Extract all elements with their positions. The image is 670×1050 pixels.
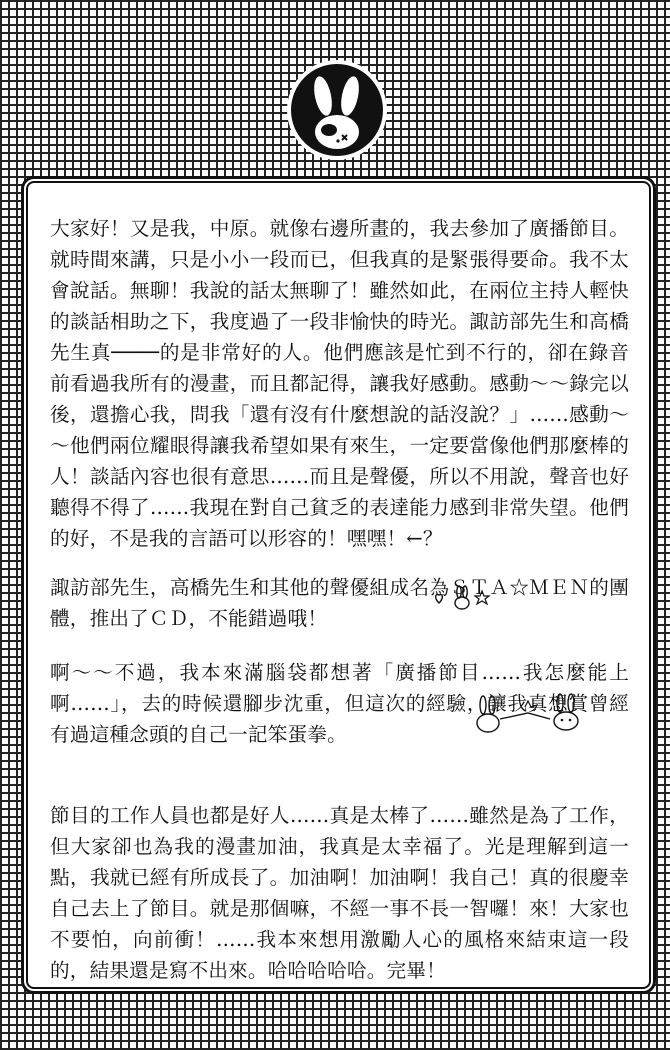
paragraph-2: 諏訪部先生，高橋先生和其他的聲優組成名為ＳＴＡ☆ＭＥＮ的團體，推出了ＣＤ，不能錯過哦！ [50, 576, 629, 630]
paragraph-4: 節目的工作人員也都是好人……真是太棒了……雖然是為了工作，但大家卻也為我的漫畫加油，我真是太幸福了。光是理解到這一點，我就已經有所成長了。加油啊！加油啊！我自己！真的很慶幸自己去上了節目。就是那個嘛，不經一事不長一智囉！來！大家也不要怕，向前衝！……我本來想用激勵人心的風格來結束這一段的，結果還是寫不出來。哈哈哈哈哈。完畢！ [50, 804, 629, 982]
rabbit-emblem-icon [287, 52, 387, 162]
paragraph-3: 啊～～不過，我本來滿腦袋都想著「廣播節目……我怎麼能上啊……」，去的時候還腳步沈重，但這次的經驗，讓我真想賞曾經有過這種念頭的自己一記笨蛋拳。 [50, 661, 629, 746]
heart-bunny-star-icon [432, 585, 494, 613]
text-panel [26, 181, 651, 989]
two-rabbits-icon [470, 693, 588, 735]
paragraph-1: 大家好！又是我，中原。就像右邊所畫的，我去參加了廣播節目。就時間來講，只是小小一段而已，但我真的是緊張得要命。我不太會說話。無聊！我說的話太無聊了！雖然如此，在兩位主持人輕快的談話相助之下，我度過了一段非愉快的時光。諏訪部先生和高橋先生真────的是非常好的人。他們應該是忙到不行的，卻在錄音前看過我所有的漫畫，而且都記得，讓我好感動。感動～～錄完以後，還擔心我，問我「還有沒有什麼想說的話沒說？」……感動～～他們兩位耀眼得讓我希望如果有來生，一定要當像他們那麼棒的人！談話內容也很有意思……而且是聲優，所以不用說，聲音也好聽得不得了……我現在對自己貧乏的表達能力感到非常失望。他們的好，不是我的言語可以形容的！嘿嘿！←？ [50, 217, 629, 550]
